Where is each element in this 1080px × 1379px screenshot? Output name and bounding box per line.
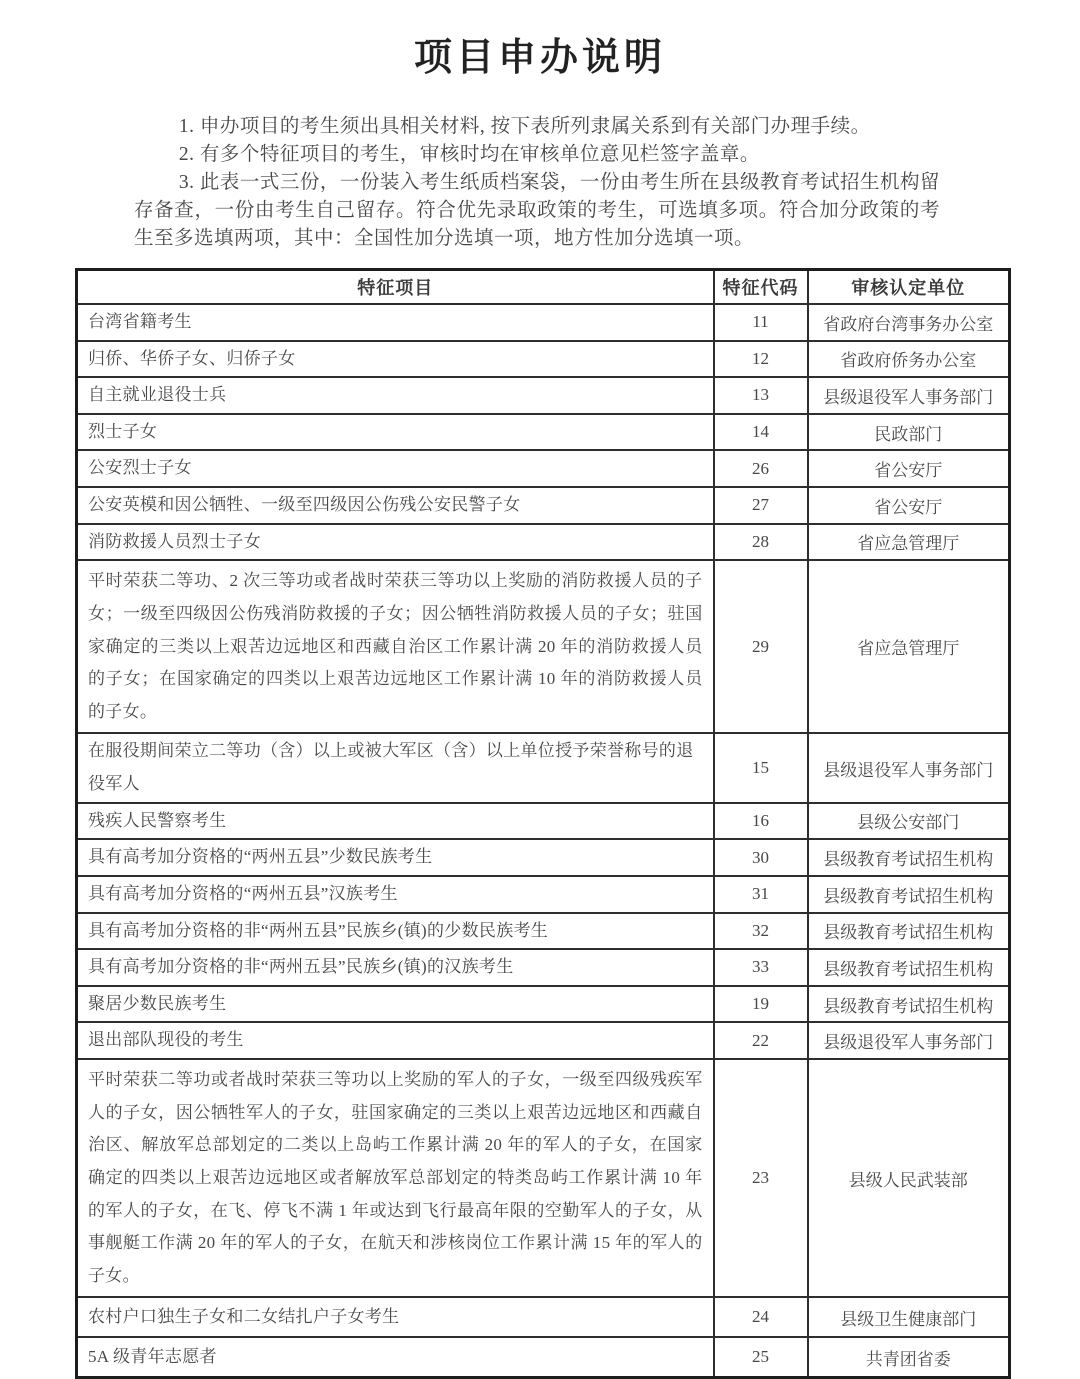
feature-item-cell: 烈士子女 [77, 414, 714, 451]
table-row [77, 1059, 1010, 1297]
feature-code-cell: 13 [714, 377, 808, 414]
table-row [77, 949, 1010, 986]
review-unit-cell: 县级退役军人事务部门 [808, 377, 1010, 414]
col-header-feature-code: 特征代码 [714, 270, 808, 304]
review-unit-cell: 县级教育考试招生机构 [808, 876, 1010, 913]
table-row [77, 487, 1010, 524]
feature-code-cell: 23 [714, 1059, 808, 1297]
feature-code-cell: 25 [714, 1337, 808, 1377]
table-row [77, 377, 1010, 414]
feature-table-header [77, 270, 1010, 304]
feature-item-cell: 平时荣获二等功、2 次三等功或者战时荣获三等功以上奖励的消防救援人员的子女；一级至四级因公伤残消防救援的子女；因公牺牲消防救援人员的子女；驻国家确定的三类以上艰苦边远地区和西藏自治区工作累计满 20 年的消防救援人员的子女；在国家确定的四类以上艰苦边远地区工作累计满 10 年的消防救援人员的子女。 [77, 560, 714, 733]
feature-code-cell: 22 [714, 1022, 808, 1059]
review-unit-cell: 县级教育考试招生机构 [808, 913, 1010, 950]
review-unit-cell: 省公安厅 [808, 450, 1010, 487]
feature-code-cell: 11 [714, 304, 808, 341]
feature-item-cell: 农村户口独生子女和二女结扎户子女考生 [77, 1297, 714, 1337]
feature-item-cell: 归侨、华侨子女、归侨子女 [77, 341, 714, 378]
feature-item-cell: 具有高考加分资格的“两州五县”汉族考生 [77, 876, 714, 913]
table-row [77, 1022, 1010, 1059]
review-unit-cell: 县级退役军人事务部门 [808, 733, 1010, 802]
page-title: 项目申办说明 [413, 37, 666, 79]
col-header-feature-item: 特征项目 [77, 270, 714, 304]
feature-item-cell: 具有高考加分资格的非“两州五县”民族乡(镇)的汉族考生 [77, 949, 714, 986]
table-row [77, 341, 1010, 378]
table-row [77, 560, 1010, 733]
review-unit-cell: 县级教育考试招生机构 [808, 986, 1010, 1023]
feature-item-cell: 残疾人民警察考生 [77, 803, 714, 840]
feature-item-cell: 公安烈士子女 [77, 450, 714, 487]
feature-item-cell: 在服役期间荣立二等功（含）以上或被大军区（含）以上单位授予荣誉称号的退役军人 [77, 733, 714, 802]
feature-code-cell: 14 [714, 414, 808, 451]
feature-code-cell: 29 [714, 560, 808, 733]
feature-code-cell: 32 [714, 913, 808, 950]
review-unit-cell: 县级公安部门 [808, 803, 1010, 840]
feature-code-cell: 27 [714, 487, 808, 524]
feature-code-cell: 30 [714, 839, 808, 876]
table-row [77, 1297, 1010, 1337]
review-unit-cell: 县级人民武装部 [808, 1059, 1010, 1297]
intro-note-2: 2. 有多个特征项目的考生，审核时均在审核单位意见栏签字盖章。 [178, 143, 760, 165]
header-row [77, 270, 1010, 304]
table-row [77, 1337, 1010, 1377]
review-unit-cell: 省政府侨务办公室 [808, 341, 1010, 378]
feature-item-cell: 具有高考加分资格的非“两州五县”民族乡(镇)的少数民族考生 [77, 913, 714, 950]
intro-notes [134, 113, 940, 252]
feature-code-cell: 31 [714, 876, 808, 913]
feature-code-cell: 26 [714, 450, 808, 487]
feature-code-cell: 12 [714, 341, 808, 378]
review-unit-cell: 县级卫生健康部门 [808, 1297, 1010, 1337]
feature-item-cell: 消防救援人员烈士子女 [77, 524, 714, 561]
table-row [77, 839, 1010, 876]
review-unit-cell: 县级教育考试招生机构 [808, 839, 1010, 876]
feature-code-cell: 24 [714, 1297, 808, 1337]
table-row [77, 414, 1010, 451]
feature-code-cell: 33 [714, 949, 808, 986]
table-row [77, 986, 1010, 1023]
review-unit-cell: 县级退役军人事务部门 [808, 1022, 1010, 1059]
feature-item-cell: 平时荣获二等功或者战时荣获三等功以上奖励的军人的子女，一级至四级残疾军人的子女，因公牺牲军人的子女，驻国家确定的三类以上艰苦边远地区和西藏自治区、解放军总部划定的二类以上岛屿工作累计满 20 年的军人的子女，在国家确定的四类以上艰苦边远地区或者解放军总部划定的特类岛屿工作累计满 10 年的军人的子女，在飞、停飞不满 1 年或达到飞行最高年限的空勤军人的子女，从事舰艇工作满 20 年的军人的子女，在航天和涉核岗位工作累计满 15 年的军人的子女。 [77, 1059, 714, 1297]
review-unit-cell: 省应急管理厅 [808, 560, 1010, 733]
table-row [77, 803, 1010, 840]
feature-item-cell: 公安英模和因公牺牲、一级至四级因公伤残公安民警子女 [77, 487, 714, 524]
intro-note-3: 3. 此表一式三份，一份装入考生纸质档案袋，一份由考生所在县级教育考试招生机构留存备查，一份由考生自己留存。符合优先录取政策的考生，可选填多项。符合加分政策的考生至多选填两项，其中：全国性加分选填一项，地方性加分选填一项。 [134, 171, 940, 249]
feature-table [75, 268, 1011, 1379]
col-header-review-unit: 审核认定单位 [808, 270, 1010, 304]
table-row [77, 876, 1010, 913]
feature-item-cell: 5A 级青年志愿者 [77, 1337, 714, 1377]
table-row [77, 450, 1010, 487]
feature-code-cell: 15 [714, 733, 808, 802]
review-unit-cell: 县级教育考试招生机构 [808, 949, 1010, 986]
review-unit-cell: 省政府台湾事务办公室 [808, 304, 1010, 341]
feature-item-cell: 聚居少数民族考生 [77, 986, 714, 1023]
feature-item-cell: 台湾省籍考生 [77, 304, 714, 341]
review-unit-cell: 省公安厅 [808, 487, 1010, 524]
table-row [77, 524, 1010, 561]
table-row [77, 733, 1010, 802]
feature-item-cell: 自主就业退役士兵 [77, 377, 714, 414]
feature-code-cell: 19 [714, 986, 808, 1023]
feature-item-cell: 具有高考加分资格的“两州五县”少数民族考生 [77, 839, 714, 876]
feature-code-cell: 16 [714, 803, 808, 840]
review-unit-cell: 共青团省委 [808, 1337, 1010, 1377]
review-unit-cell: 民政部门 [808, 414, 1010, 451]
table-row [77, 913, 1010, 950]
intro-note-1: 1. 申办项目的考生须出具相关材料, 按下表所列隶属关系到有关部门办理手续。 [178, 116, 871, 137]
feature-code-cell: 28 [714, 524, 808, 561]
table-row [77, 304, 1010, 341]
review-unit-cell: 省应急管理厅 [808, 524, 1010, 561]
feature-item-cell: 退出部队现役的考生 [77, 1022, 714, 1059]
feature-table-body [77, 304, 1010, 1378]
